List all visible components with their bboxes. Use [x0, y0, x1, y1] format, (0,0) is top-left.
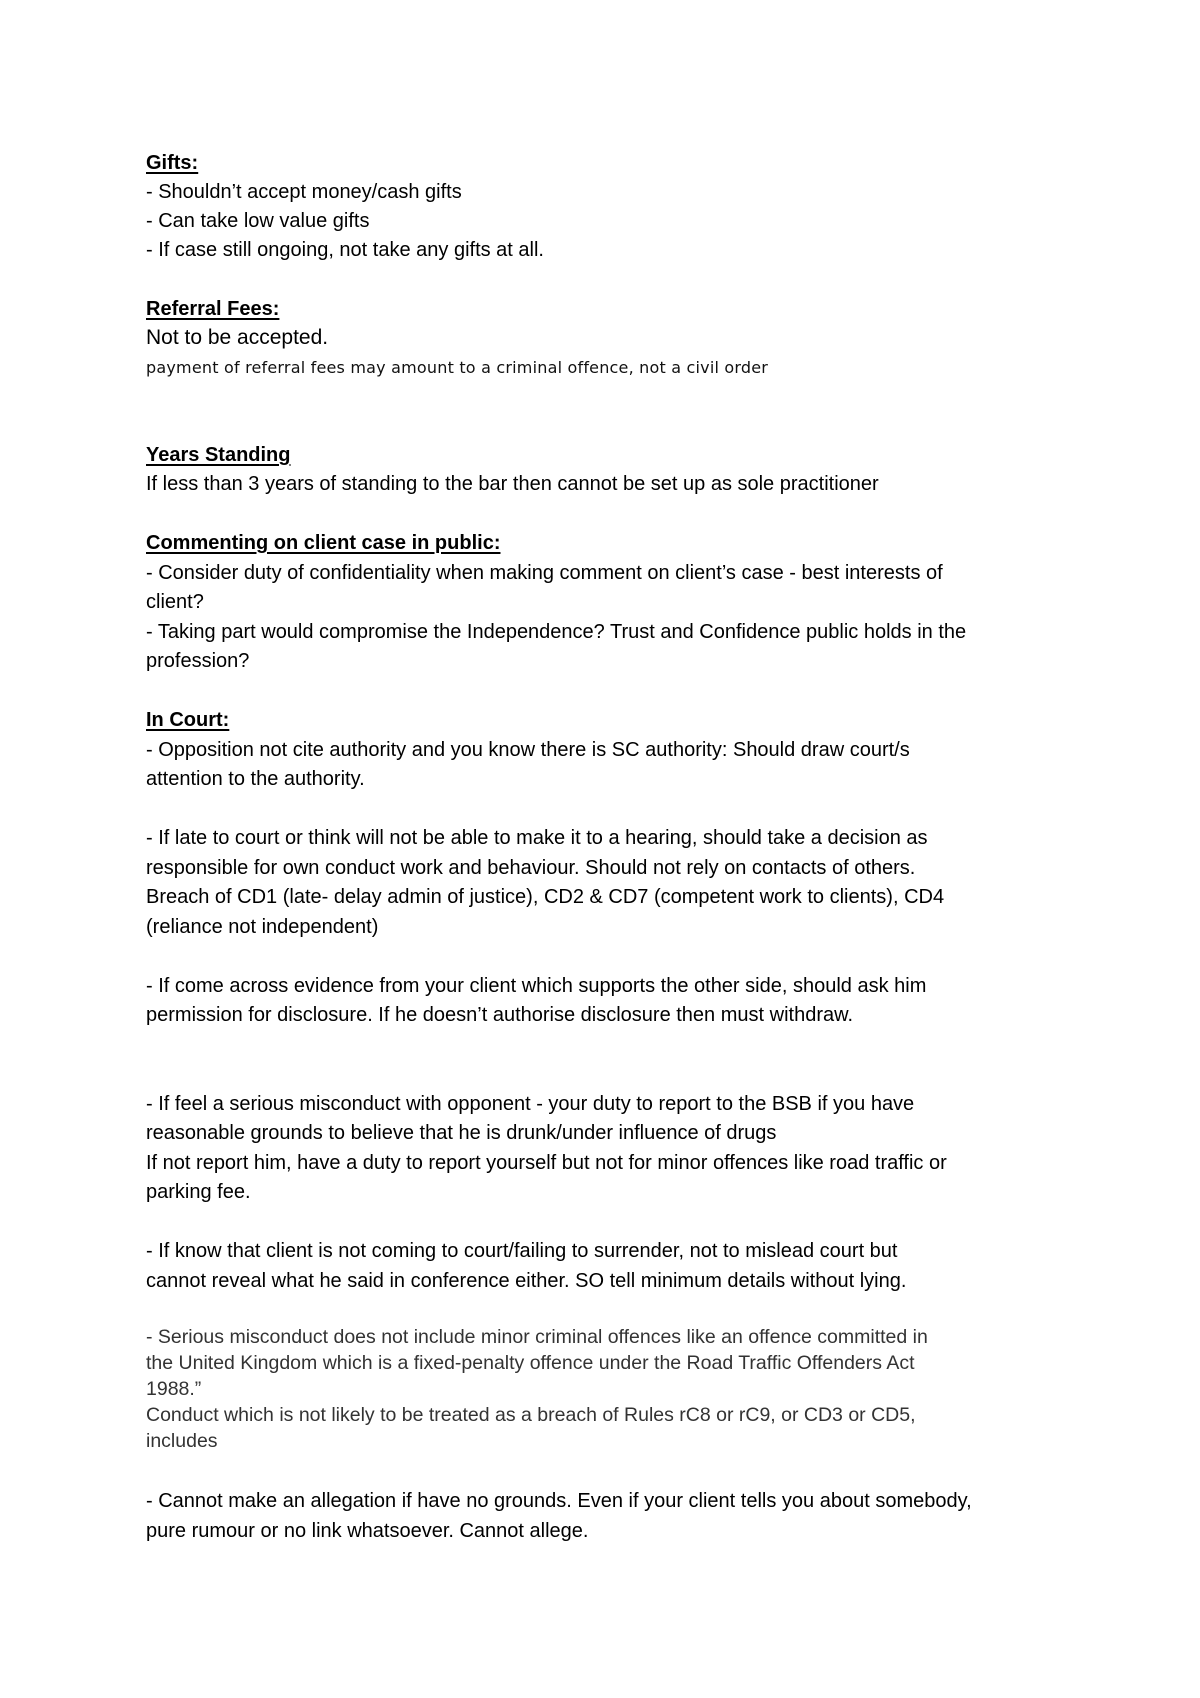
commenting-line: - Consider duty of confidentiality when making comment on client’s case - best interests of	[146, 562, 943, 584]
commenting-line: profession?	[146, 650, 250, 672]
gifts-line: - Shouldn’t accept money/cash gifts	[146, 181, 462, 203]
court-line: attention to the authority.	[146, 768, 365, 790]
court-line: parking fee.	[146, 1181, 251, 1203]
court-quote-line: Conduct which is not likely to be treated as a breach of Rules rC8 or rC9, or CD3 or CD5,	[146, 1404, 916, 1426]
court-quote-line: - Serious misconduct does not include minor criminal offences like an offence committed in	[146, 1326, 928, 1348]
court-line: If not report him, have a duty to report yourself but not for minor offences like road traffic or	[146, 1152, 947, 1174]
court-heading: In Court:	[146, 709, 230, 731]
court-line: - If come across evidence from your client which supports the other side, should ask him	[146, 975, 927, 997]
court-line: - If feel a serious misconduct with opponent - your duty to report to the BSB if you have	[146, 1093, 915, 1115]
court-line: (reliance not independent)	[146, 916, 379, 938]
court-line: - If late to court or think will not be able to make it to a hearing, should take a decision as	[146, 827, 928, 849]
court-line: - Cannot make an allegation if have no grounds. Even if your client tells you about somebody,	[146, 1490, 972, 1512]
years-line: If less than 3 years of standing to the bar then cannot be set up as sole practitioner	[146, 473, 879, 495]
commenting-heading: Commenting on client case in public:	[146, 532, 501, 554]
court-line: responsible for own conduct work and behaviour. Should not rely on contacts of others.	[146, 857, 916, 879]
court-line: cannot reveal what he said in conference either. SO tell minimum details without lying.	[146, 1270, 907, 1292]
court-line: - Opposition not cite authority and you know there is SC authority: Should draw court/s	[146, 739, 910, 761]
court-line: permission for disclosure. If he doesn’t authorise disclosure then must withdraw.	[146, 1004, 854, 1026]
gifts-line: - Can take low value gifts	[146, 210, 370, 232]
court-line: pure rumour or no link whatsoever. Cannot allege.	[146, 1520, 589, 1542]
gifts-line: - If case still ongoing, not take any gifts at all.	[146, 239, 544, 261]
court-line: reasonable grounds to believe that he is drunk/under influence of drugs	[146, 1122, 777, 1144]
court-quote-line: 1988.”	[146, 1378, 202, 1400]
referral-note: payment of referral fees may amount to a criminal offence, not a civil order	[146, 358, 769, 377]
court-quote-line: the United Kingdom which is a fixed-penalty offence under the Road Traffic Offenders Act	[146, 1352, 915, 1374]
years-heading: Years Standing	[146, 444, 291, 466]
commenting-line: - Taking part would compromise the Independence? Trust and Confidence public holds in the	[146, 621, 967, 643]
court-line: Breach of CD1 (late- delay admin of justice), CD2 & CD7 (competent work to clients), CD4	[146, 886, 945, 908]
gifts-heading: Gifts:	[146, 152, 199, 174]
referral-line: Not to be accepted.	[146, 326, 329, 349]
court-quote-line: includes	[146, 1430, 218, 1452]
referral-heading: Referral Fees:	[146, 298, 280, 320]
commenting-line: client?	[146, 591, 204, 613]
court-line: - If know that client is not coming to court/failing to surrender, not to mislead court but	[146, 1240, 898, 1262]
